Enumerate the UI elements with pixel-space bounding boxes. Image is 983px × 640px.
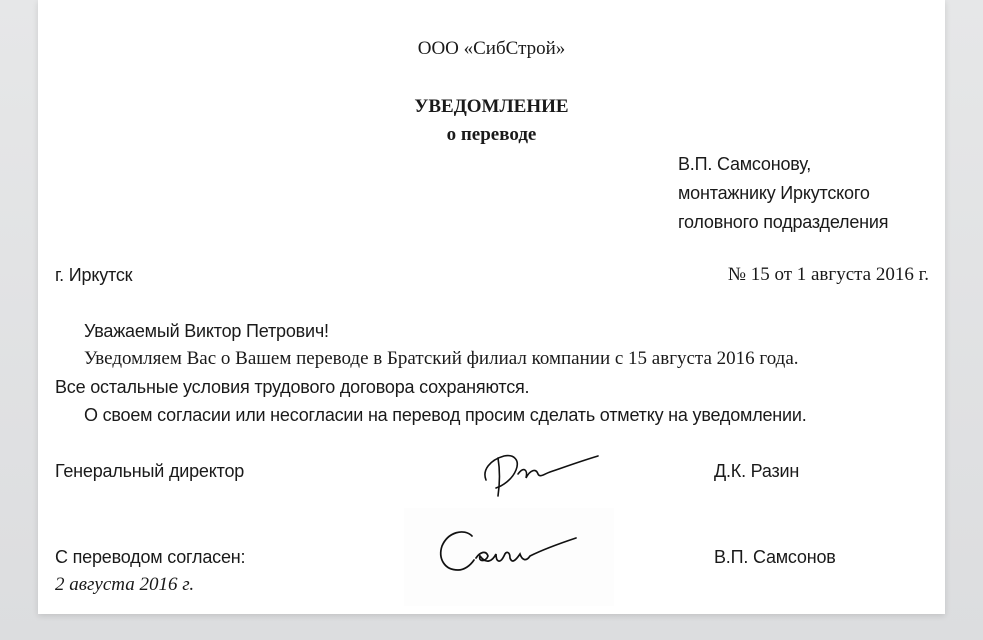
city: г. Иркутск: [55, 265, 133, 285]
employee-name: В.П. Самсонов: [714, 547, 836, 567]
document-number: № 15 от 1 августа 2016 г.: [727, 264, 929, 285]
employee-signature: [430, 514, 590, 584]
director-name: Д.К. Разин: [714, 461, 800, 481]
document-title: УВЕДОМЛЕНИЕ: [414, 96, 569, 117]
director-signature: [474, 440, 604, 502]
consent-label: С переводом согласен:: [55, 547, 246, 567]
greeting: Уважаемый Виктор Петрович!: [84, 321, 329, 341]
organization-name: ООО «СибСтрой»: [417, 38, 566, 59]
addressee-line: В.П. Самсонову,: [678, 154, 812, 174]
body-line: Все остальные условия трудового договора сохраняются.: [55, 377, 530, 397]
addressee-line: монтажнику Иркутского: [678, 183, 870, 203]
document-subtitle: о переводе: [446, 124, 537, 145]
document-page: [38, 0, 945, 614]
director-position: Генеральный директор: [55, 461, 245, 481]
addressee-line: головного подразделения: [678, 212, 889, 232]
body-line: О своем согласии или несогласии на перевод просим сделать отметку на уведомлении.: [84, 405, 807, 425]
consent-date: 2 августа 2016 г.: [55, 574, 195, 595]
body-line: Уведомляем Вас о Вашем переводе в Братский филиал компании с 15 августа 2016 года.: [84, 348, 799, 369]
addressee-block: [678, 150, 888, 237]
